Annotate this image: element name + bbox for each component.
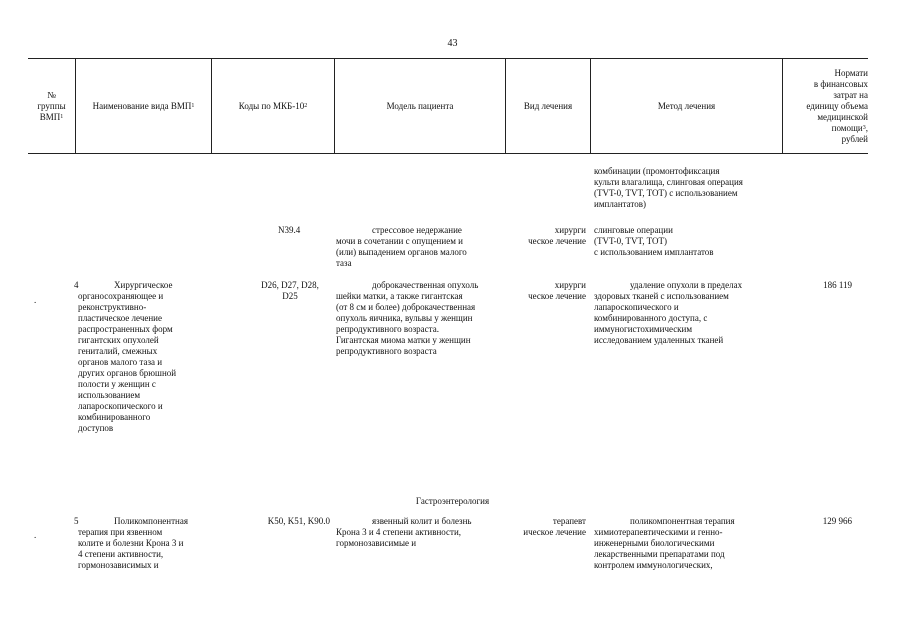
header-icd-codes: Коды по МКБ-$10^2$ <box>238 100 308 111</box>
treatment-type-cell: хирурги ческое лечение <box>528 225 586 246</box>
section-title: Гастроэнтерология <box>415 496 490 506</box>
continued-method-text: комбинации (промонтофиксация культи влагалища, слинговая операция (TVT-0, TVT, TOT) с использованием имплантатов) <box>594 166 743 209</box>
header-treatment-method: Метод лечения <box>657 100 716 111</box>
header-group-number: № группы ВМП$^1$ <box>37 89 66 122</box>
group-number-cell: 5 <box>74 516 79 526</box>
vmp-name-cell: Поликомпонентная терапия при язвенном колите и болезни Крона 3 и 4 степени активности, гормонозависимых и <box>78 516 188 570</box>
treatment-method-cell: слинговые операции (TVT-0, TVT, TOT) с использованием имплантатов <box>594 225 714 257</box>
icd-code-cell: D26, D27, D28, D25 <box>261 280 319 301</box>
patient-model-cell: язвенный колит и болезнь Крона 3 и 4 степени активности, гормонозависимые и <box>336 516 472 548</box>
treatment-type-cell: хирурги ческое лечение <box>528 280 586 301</box>
header-vmp-name: Наименование вида ВМП$^1$ <box>92 100 195 111</box>
row-marker: . <box>34 295 37 305</box>
treatment-method-cell: удаление опухоли в пределах здоровых тканей с использованием лапароскопического и комбинированного доступа, с иммуногистохимическим исследованием удаленных тканей <box>594 280 743 345</box>
cost-cell: 129 966 <box>822 516 852 526</box>
header-patient-model: Модель пациента <box>386 100 454 111</box>
row-marker: . <box>34 530 37 540</box>
icd-code-cell: N39.4 <box>278 225 301 235</box>
page-number: 43 <box>447 38 458 49</box>
treatment-method-cell: поликомпонентная терапия химиотерапевтическими и генно- инженерными биологическими лекарственными препаратами под контролем иммунологических, <box>594 516 735 570</box>
header-treatment-type: Вид лечения <box>523 100 573 111</box>
cost-cell: 186 119 <box>823 280 852 290</box>
patient-model-cell: доброкачественная опухоль шейки матки, а также гигантская (от 8 см и более) доброкачественная опухоль яичника, вульвы у женщин репродуктивного возраста. Гигантская миома матки у женщин репродуктивного возраста <box>336 280 479 356</box>
vmp-name-cell: Хирургическое органосохраняющее и реконструктивно- пластическое лечение распространенных форм гигантских опухолей гениталий, смежных органов малого таза и других органов брюшной полости у женщин с использованием лапароскопического и комбинированного доступов <box>78 280 177 433</box>
table-header <box>28 58 868 154</box>
header-cost-norm: Нормати в финансовых затрат на единицу объема медицинской помощи$^3$, рублей <box>806 67 868 144</box>
group-number-cell: 4 <box>74 280 79 290</box>
treatment-type-cell: терапевт ическое лечение <box>523 516 586 537</box>
patient-model-cell: стрессовое недержание мочи в сочетании с опущением и (или) выпадением органов малого таза <box>336 225 467 268</box>
icd-code-cell: K50, K51, K90.0 <box>267 516 330 526</box>
